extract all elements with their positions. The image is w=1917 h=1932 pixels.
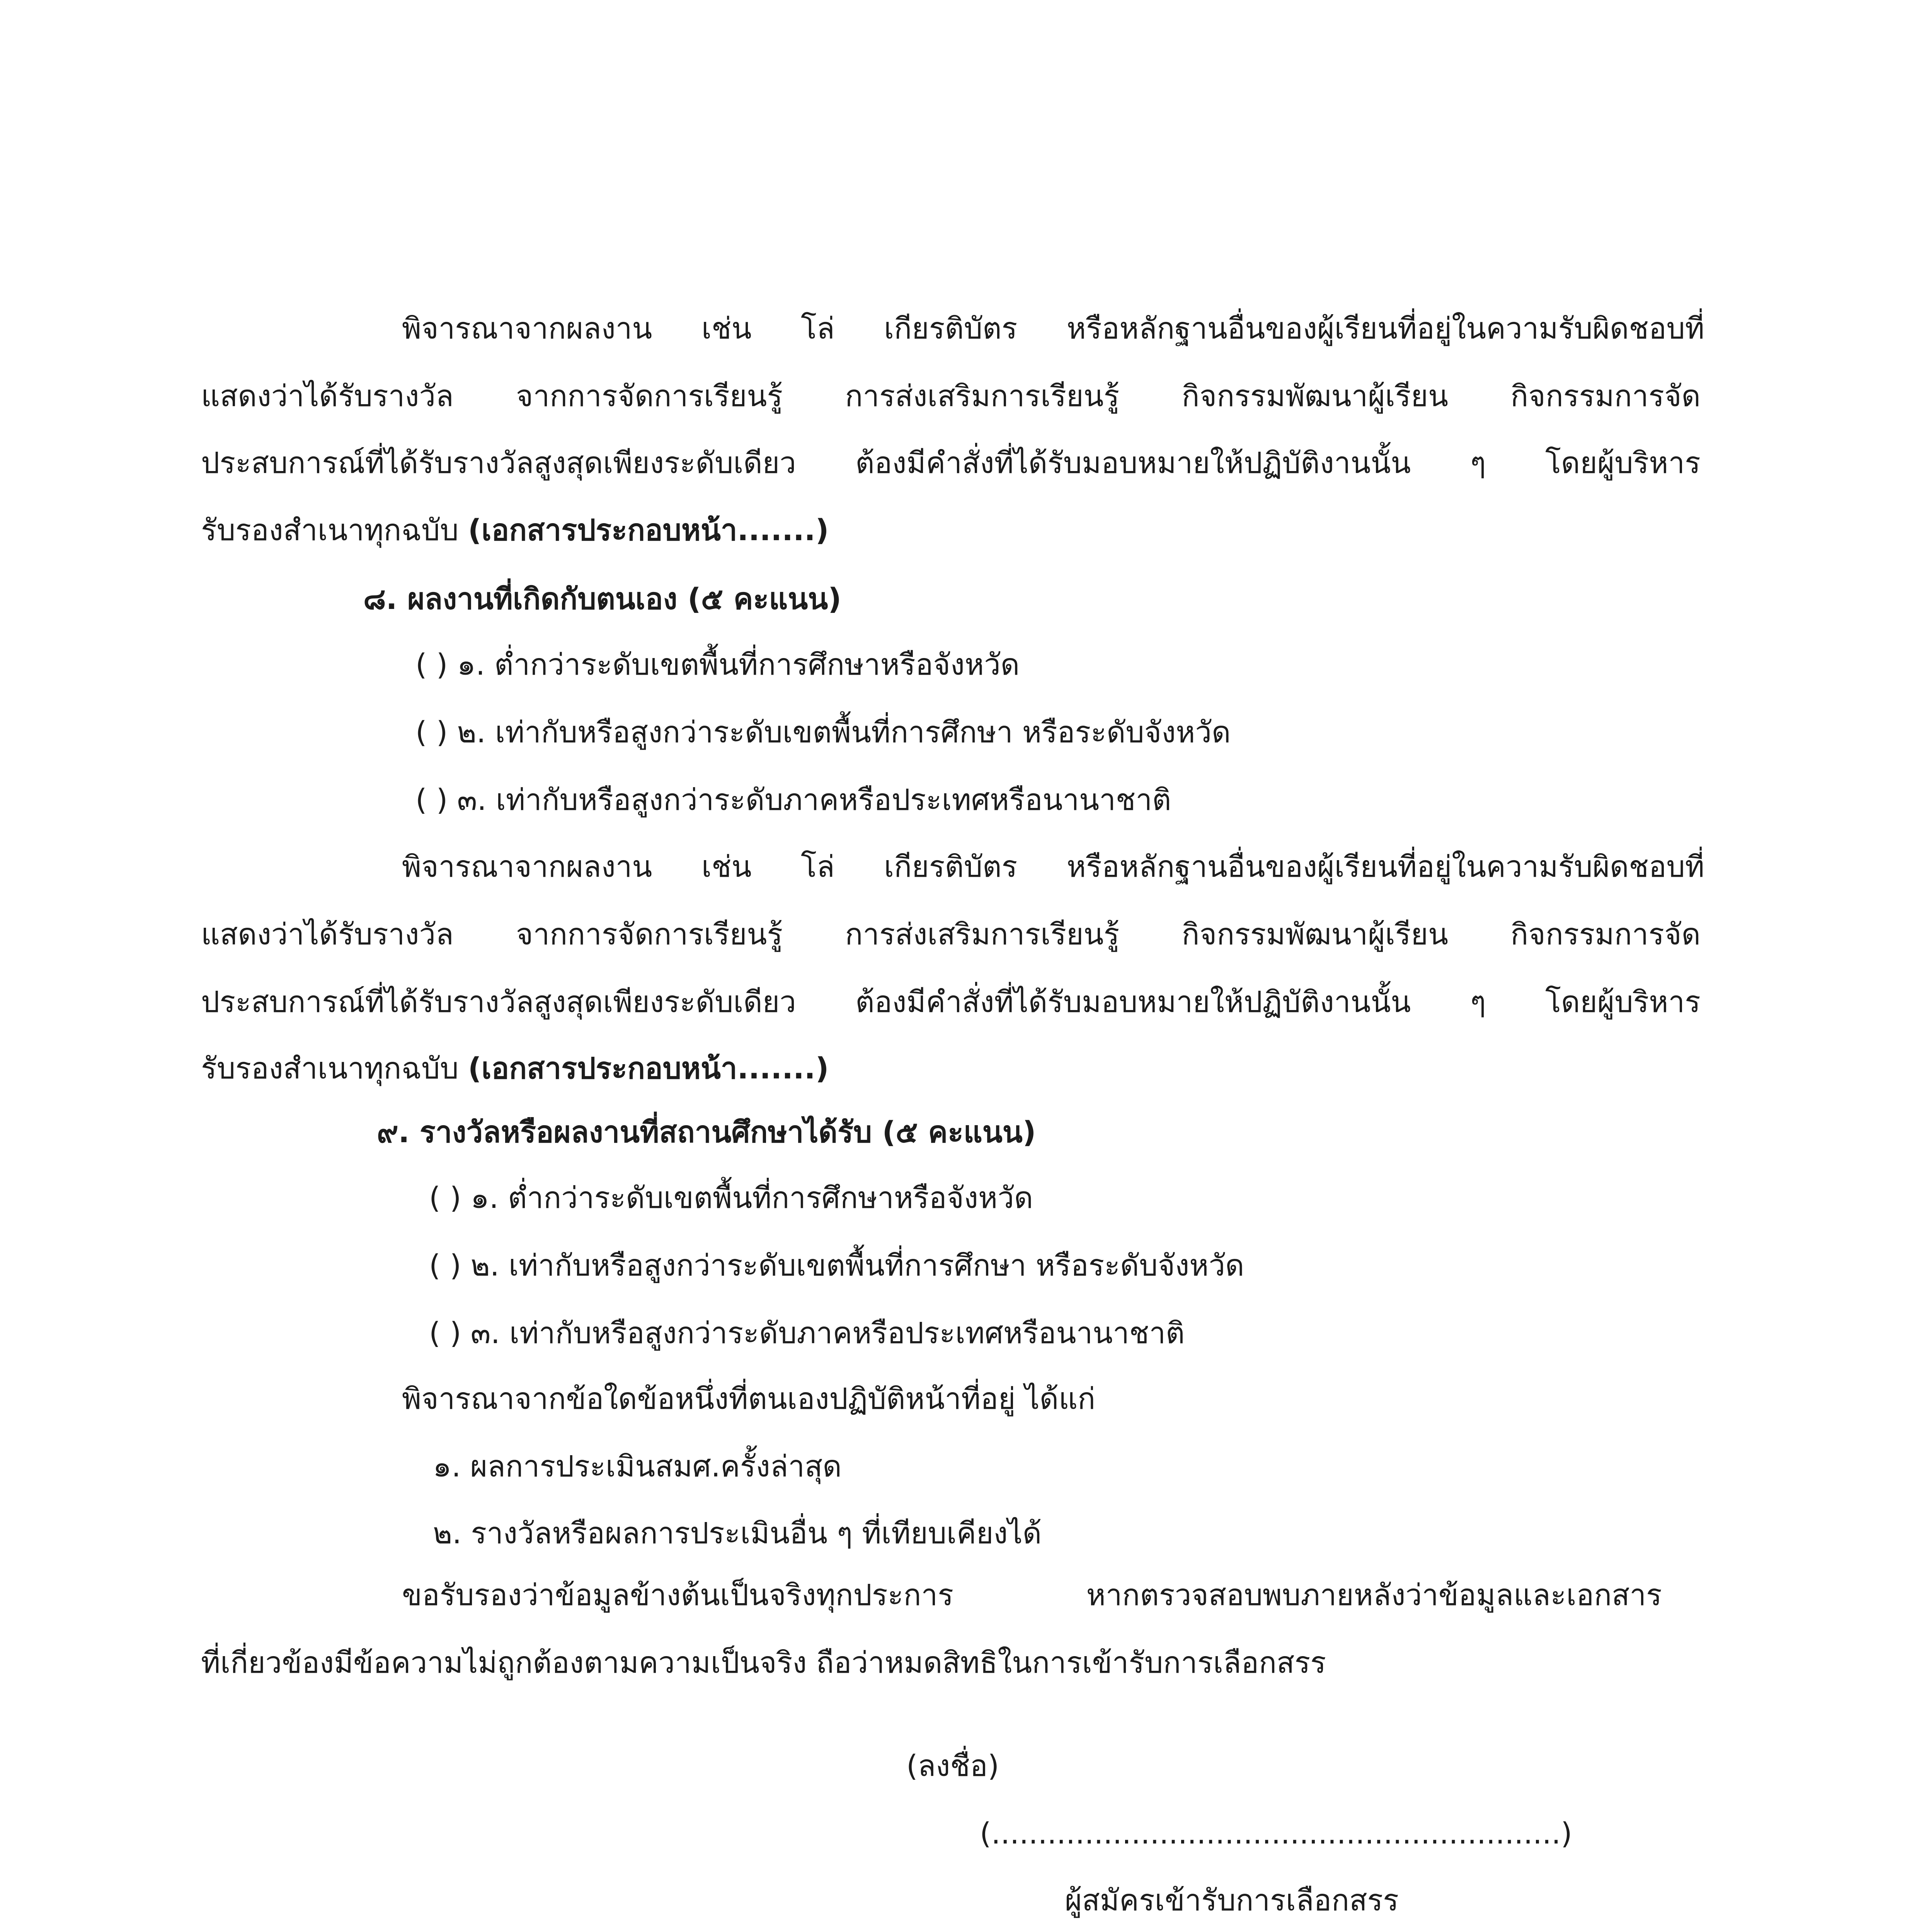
s8-para-line3: ประสบการณ์ที่ได้รับรางวัลสูงสุดเพียงระดับเดียว ต้องมีคำสั่งที่ได้รับมอบหมายให้ปฏิบัติงานนั้น ๆ โดยผู้บริหาร [201, 985, 1701, 1019]
s9-item2: ๒. รางวัลหรือผลการประเมินอื่น ๆ ที่เทียบเคียงได้ [433, 1516, 1042, 1550]
certification-line1: ขอรับรองว่าข้อมูลข้างต้นเป็นจริงทุกประการ หากตรวจสอบพบภายหลังว่าข้อมูลและเอกสาร [402, 1578, 1662, 1612]
s7-para-line1: พิจารณาจากผลงาน เช่น โล่ เกียรติบัตร หรือหลักฐานอื่นของผู้เรียนที่อยู่ในความรับผิดชอบที่ [402, 311, 1704, 345]
s7-para-line4 [201, 511, 829, 549]
s9-consider: พิจารณาจากข้อใดข้อหนึ่งที่ตนเองปฏิบัติหน้าที่อยู่ ได้แก่ [402, 1381, 1096, 1416]
s8-option1: ( ) ๑. ต่ำกว่าระดับเขตพื้นที่การศึกษาหรือจังหวัด [415, 647, 1020, 682]
s9-item1: ๑. ผลการประเมินสมศ.ครั้งล่าสุด [433, 1449, 842, 1483]
s9-option2: ( ) ๒. เท่ากับหรือสูงกว่าระดับเขตพื้นที่การศึกษา หรือระดับจังหวัด [429, 1248, 1245, 1282]
applicant-sign-label: (ลงชื่อ) [906, 1748, 999, 1783]
s7-para-line4-text: รับรองสำเนาทุกฉบับ [201, 513, 468, 547]
s9-option1: ( ) ๑. ต่ำกว่าระดับเขตพื้นที่การศึกษาหรือจังหวัด [429, 1180, 1033, 1215]
s9-option3: ( ) ๓. เท่ากับหรือสูงกว่าระดับภาคหรือประเทศหรือนานาชาติ [429, 1316, 1185, 1350]
s8-evidence-page-ref: (เอกสารประกอบหน้า.......) [468, 1051, 829, 1085]
certification-line2: ที่เกี่ยวข้องมีข้อความไม่ถูกต้องตามความเป็นจริง ถือว่าหมดสิทธิในการเข้ารับการเลือกสรร [201, 1645, 1326, 1680]
applicant-role: ผู้สมัครเข้ารับการเลือกสรร [1065, 1883, 1399, 1917]
s7-evidence-page-ref: (เอกสารประกอบหน้า.......) [468, 513, 829, 547]
s8-para-line4 [201, 1049, 829, 1088]
s8-para-line4-text: รับรองสำเนาทุกฉบับ [201, 1051, 468, 1085]
applicant-name-line: (.............................................................) [980, 1816, 1572, 1850]
s8-para-line2: แสดงว่าได้รับรางวัล จากการจัดการเรียนรู้ การส่งเสริมการเรียนรู้ กิจกรรมพัฒนาผู้เรียน กิจกรรมการจัด [201, 917, 1701, 951]
s7-para-line2: แสดงว่าได้รับรางวัล จากการจัดการเรียนรู้ การส่งเสริมการเรียนรู้ กิจกรรมพัฒนาผู้เรียน กิจกรรมการจัด [201, 379, 1701, 413]
s7-para-line3: ประสบการณ์ที่ได้รับรางวัลสูงสุดเพียงระดับเดียว ต้องมีคำสั่งที่ได้รับมอบหมายให้ปฏิบัติงานนั้น ๆ โดยผู้บริหาร [201, 446, 1701, 480]
s8-option3: ( ) ๓. เท่ากับหรือสูงกว่าระดับภาคหรือประเทศหรือนานาชาติ [415, 782, 1171, 817]
section9-heading: ๙. รางวัลหรือผลงานที่สถานศึกษาได้รับ (๕ คะแนน) [377, 1115, 1036, 1149]
section8-heading: ๘. ผลงานที่เกิดกับตนเอง (๕ คะแนน) [363, 582, 842, 616]
s8-option2: ( ) ๒. เท่ากับหรือสูงกว่าระดับเขตพื้นที่การศึกษา หรือระดับจังหวัด [415, 715, 1231, 749]
s8-para-line1: พิจารณาจากผลงาน เช่น โล่ เกียรติบัตร หรือหลักฐานอื่นของผู้เรียนที่อยู่ในความรับผิดชอบที่ [402, 849, 1704, 884]
